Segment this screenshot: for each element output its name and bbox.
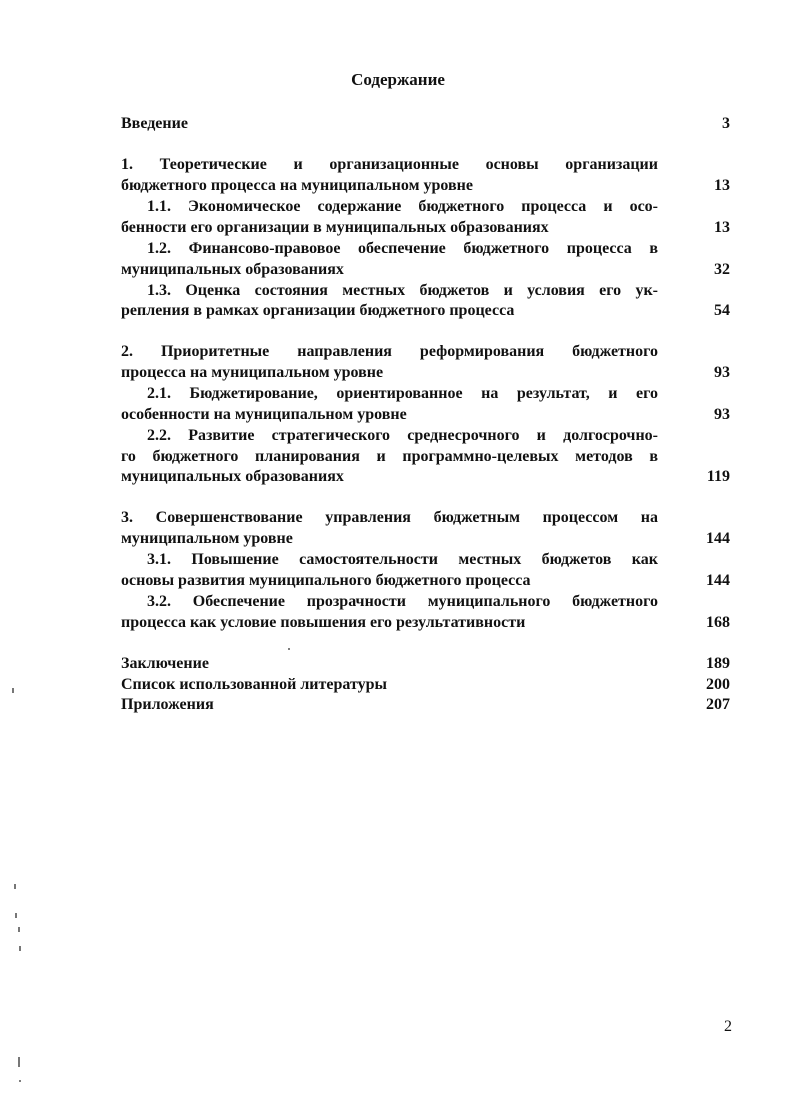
- toc-entry-chapter-3-cont[interactable]: [121, 528, 730, 549]
- toc-entry-text: процесса на муниципальном уровне: [121, 364, 384, 381]
- toc-entry-introduction[interactable]: [121, 113, 730, 134]
- toc-page-number: 144: [706, 530, 730, 547]
- toc-entry-text: муниципальных образованиях: [121, 468, 344, 485]
- toc-entry-text: муниципальных образованиях: [121, 261, 344, 278]
- toc-entry-section-3-2-cont[interactable]: [121, 612, 730, 633]
- toc-entry-section-1-2-cont[interactable]: [121, 259, 730, 280]
- toc-entry-section-1-1[interactable]: [121, 196, 730, 217]
- toc-page-number: 119: [706, 468, 730, 485]
- toc-page-number: 93: [714, 364, 730, 381]
- toc-entry-text: 3.2. Обеспечение прозрачности муниципального бюджетного: [147, 593, 658, 610]
- toc-page-number: 144: [706, 572, 730, 589]
- toc-entry-appendices[interactable]: [121, 694, 730, 715]
- toc-entry-text: 2. Приоритетные направления реформирования бюджетного: [121, 343, 658, 360]
- toc-entry-text: го бюджетного планирования и программно-целевых методов в: [121, 448, 658, 465]
- toc-entry-section-3-1[interactable]: [121, 549, 730, 570]
- toc-entry-text: процесса как условие повышения его результативности: [121, 614, 526, 631]
- toc-entry-section-1-3-cont[interactable]: [121, 300, 730, 321]
- toc-entry-text: Список использованной литературы: [121, 676, 387, 693]
- toc-entry-chapter-2-cont[interactable]: [121, 362, 730, 383]
- toc-page-number: 13: [714, 219, 730, 236]
- toc-entry-text: муниципальном уровне: [121, 530, 293, 547]
- toc-entry-text: особенности на муниципальном уровне: [121, 406, 407, 423]
- toc-entry-section-3-1-cont[interactable]: [121, 570, 730, 591]
- scan-speck: [14, 884, 16, 889]
- toc-page-number: 3: [722, 115, 730, 132]
- toc-entry-section-1-3[interactable]: [121, 280, 730, 301]
- toc-entry-section-2-1-cont[interactable]: [121, 404, 730, 425]
- page-title: Содержание: [351, 70, 445, 89]
- toc-entry-section-2-2[interactable]: [121, 425, 730, 446]
- toc-page-number: 32: [714, 261, 730, 278]
- toc-entry-section-2-2-cont2[interactable]: [121, 466, 730, 487]
- toc-entry-bibliography[interactable]: [121, 674, 730, 695]
- toc-page-number: 189: [706, 655, 730, 672]
- toc-entry-section-2-1[interactable]: [121, 383, 730, 404]
- toc-entry-text: 1.2. Финансово-правовое обеспечение бюджетного процесса в: [147, 240, 658, 257]
- scan-speck: [15, 913, 17, 918]
- toc-entry-text: бюджетного процесса на муниципальном уровне: [121, 177, 473, 194]
- page-number: 2: [724, 1018, 732, 1035]
- scan-speck: [18, 927, 20, 932]
- toc-entry-text: 2.2. Развитие стратегического среднесрочного и долгосрочно-: [147, 427, 658, 444]
- toc-entry-chapter-1[interactable]: [121, 154, 730, 175]
- toc-entry-text: 1. Теоретические и организационные основы организации: [121, 156, 658, 173]
- toc-entry-chapter-2[interactable]: [121, 341, 730, 362]
- scan-speck: [18, 1057, 20, 1067]
- toc-entry-section-3-2[interactable]: [121, 591, 730, 612]
- toc-entry-text: Заключение: [121, 655, 209, 672]
- toc-entry-chapter-3[interactable]: [121, 507, 730, 528]
- toc-entry-text: основы развития муниципального бюджетного процесса: [121, 572, 531, 589]
- toc-entry-text: 2.1. Бюджетирование, ориентированное на результат, и его: [147, 385, 658, 402]
- toc-page-number: 207: [706, 696, 730, 713]
- toc-entry-conclusion[interactable]: [121, 653, 730, 674]
- toc-entry-section-1-2[interactable]: [121, 238, 730, 259]
- toc-page-number: 54: [714, 302, 730, 319]
- toc-entry-text: Введение: [121, 115, 188, 132]
- toc-entry-text: 1.3. Оценка состояния местных бюджетов и условия его ук-: [147, 282, 658, 299]
- scan-speck: [19, 1080, 21, 1082]
- toc-entry-text: 3.1. Повышение самостоятельности местных бюджетов как: [147, 551, 658, 568]
- toc-page-number: 168: [706, 614, 730, 631]
- scan-speck: [19, 946, 21, 951]
- toc-entry-chapter-1-cont[interactable]: [121, 175, 730, 196]
- scan-speck: [12, 688, 14, 693]
- toc-page-number: 13: [714, 177, 730, 194]
- toc-page-number: 200: [706, 676, 730, 693]
- toc-entry-text: репления в рамках организации бюджетного процесса: [121, 302, 515, 319]
- toc-entry-section-1-1-cont[interactable]: [121, 217, 730, 238]
- toc-entry-text: Приложения: [121, 696, 214, 713]
- toc-entry-text: 1.1. Экономическое содержание бюджетного процесса и осо-: [147, 198, 658, 215]
- scan-speck: [288, 648, 290, 650]
- toc-entry-section-2-2-cont[interactable]: [121, 446, 730, 467]
- toc-entry-text: 3. Совершенствование управления бюджетным процессом на: [121, 509, 658, 526]
- toc-entry-text: бенности его организации в муниципальных образованиях: [121, 219, 549, 236]
- toc-page-number: 93: [714, 406, 730, 423]
